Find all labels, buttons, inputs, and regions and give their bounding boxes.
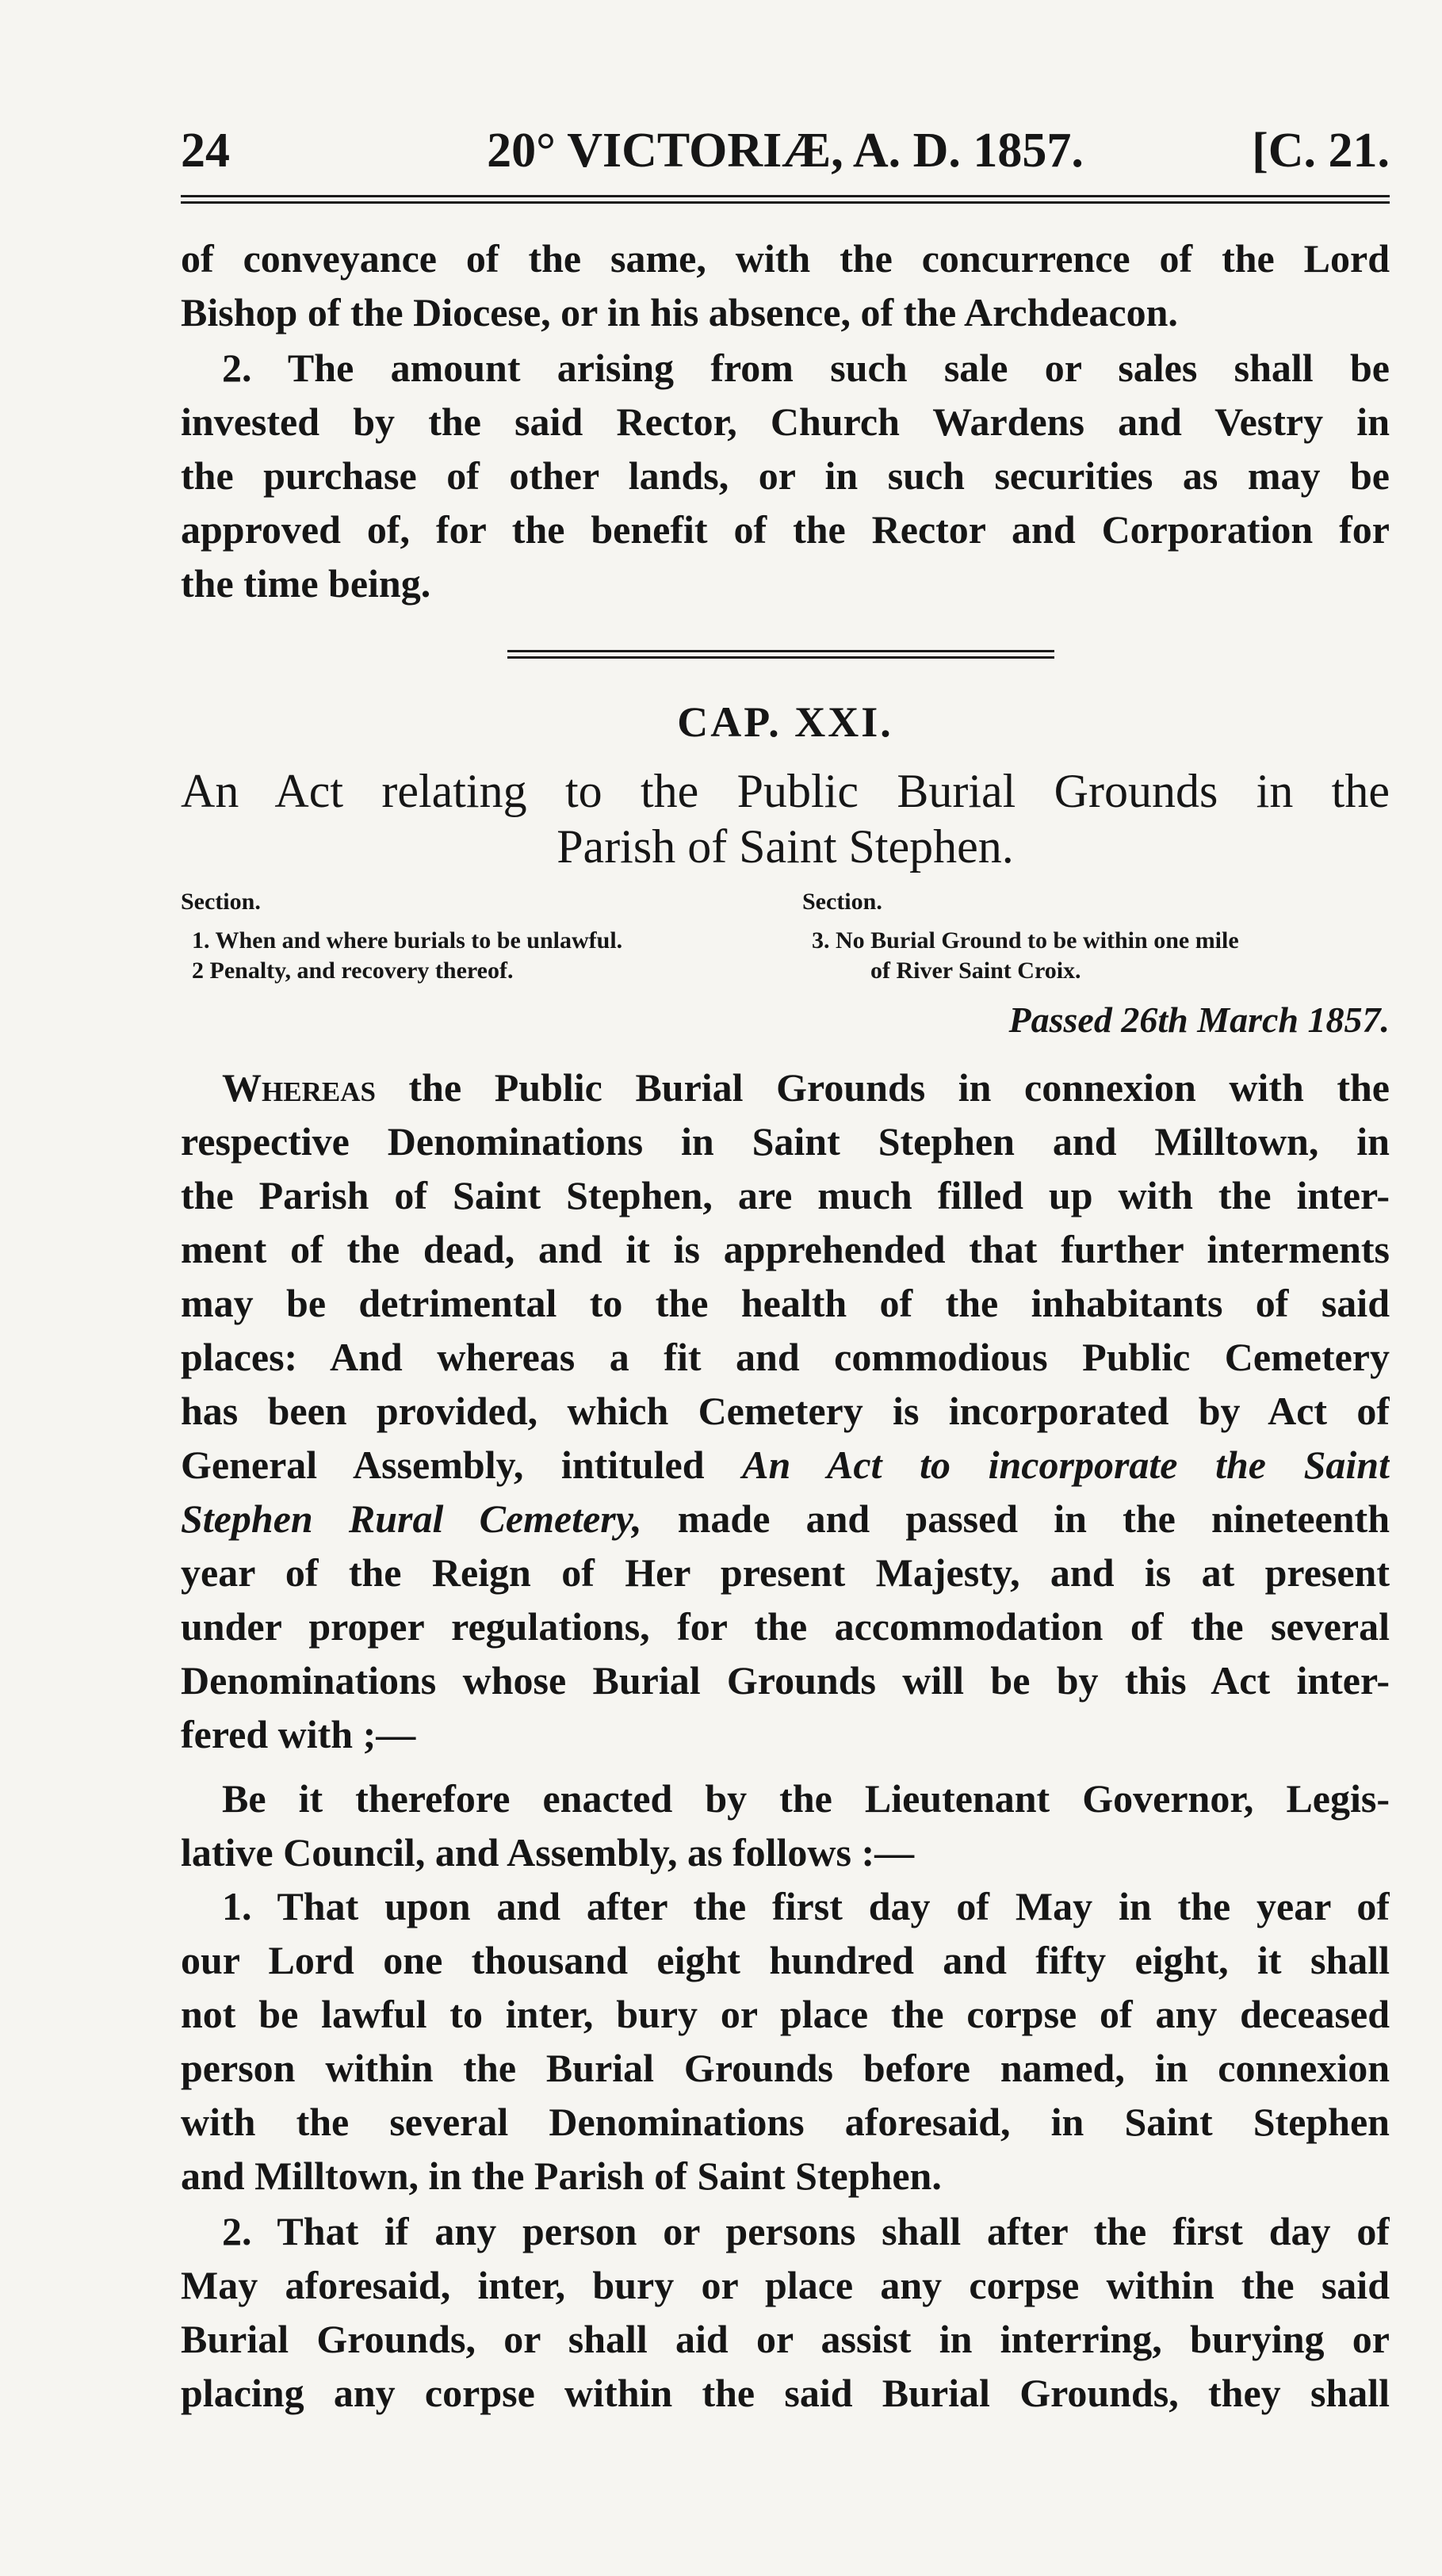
section-summary-item: 2 Penalty, and recovery thereof.	[192, 957, 514, 984]
act-title	[181, 763, 1390, 874]
text-line: person within the Burial Grounds before named, in connexion	[181, 2046, 1390, 2090]
text-line: with the several Denominations aforesaid, in Saint Stephen	[181, 2100, 1390, 2144]
text-line: ment of the dead, and it is apprehended that further interments	[181, 1227, 1390, 1271]
text-line: 2. That if any person or persons shall after the first day of	[222, 2209, 1390, 2253]
text-line: 2. The amount arising from such sale or sales shall be	[222, 346, 1390, 390]
section-label: Section.	[181, 889, 261, 915]
section-2	[181, 2204, 1390, 2420]
running-header	[181, 119, 1390, 182]
preamble-paragraph	[181, 1061, 1390, 1761]
page-number: 24	[181, 124, 230, 178]
section-summary-item: 3. No Burial Ground to be within one mile	[812, 927, 1239, 954]
running-title: 20° VICTORIÆ, A. D. 1857.	[487, 124, 1084, 178]
text-line: Bishop of the Diocese, or in his absence, of the Archdeacon.	[181, 290, 1178, 334]
act-name-italic: An Act to incorporate the Saint	[742, 1443, 1390, 1487]
text-line: 1. That upon and after the first day of May in the year of	[222, 1884, 1390, 1928]
text-line: and Milltown, in the Parish of Saint Stephen.	[181, 2154, 942, 2198]
text-line: placing any corpse within the said Burial Grounds, they shall	[181, 2371, 1390, 2415]
text-line: our Lord one thousand eight hundred and fifty eight, it shall	[181, 1938, 1390, 1982]
text-line: Burial Grounds, or shall aid or assist in interring, burying or	[181, 2317, 1390, 2361]
section-summary-item: 1. When and where burials to be unlawful.	[192, 927, 623, 954]
text-line: places: And whereas a fit and commodious Public Cemetery	[181, 1335, 1390, 1379]
text-line: Denominations whose Burial Grounds will be by this Act inter-	[181, 1658, 1390, 1703]
text-line: fered with ;—	[181, 1712, 416, 1756]
section-summary-left	[181, 886, 622, 986]
text-line: May aforesaid, inter, bury or place any corpse within the said	[181, 2263, 1390, 2307]
previous-act-section-2	[181, 341, 1390, 610]
section-1	[181, 1879, 1390, 2203]
section-label: Section.	[802, 889, 882, 915]
chapter-heading: CAP. XXI.	[677, 698, 893, 746]
act-title-line: Parish of Saint Stephen.	[557, 820, 1014, 873]
text-line: respective Denominations in Saint Stephen and Milltown, in	[181, 1119, 1390, 1164]
text-line	[181, 1438, 1390, 1492]
text-span: General Assembly, intituled	[181, 1443, 705, 1487]
text-line: approved of, for the benefit of the Rector and Corporation for	[181, 507, 1390, 552]
text-line: may be detrimental to the health of the inhabitants of said	[181, 1281, 1390, 1325]
text-line: of conveyance of the same, with the concurrence of the Lord	[181, 236, 1390, 281]
text-span: the Public Burial Grounds in connexion with the	[375, 1065, 1390, 1110]
text-line: invested by the said Rector, Church Wardens and Vestry in	[181, 399, 1390, 444]
text-line: the time being.	[181, 561, 431, 606]
text-line: the purchase of other lands, or in such securities as may be	[181, 453, 1390, 498]
text-span: made and passed in the nineteenth	[641, 1496, 1390, 1541]
text-line	[181, 1492, 1390, 1546]
chapter-separator-rule	[507, 650, 1054, 659]
text-line: lative Council, and Assembly, as follows :—	[181, 1830, 915, 1875]
text-line: the Parish of Saint Stephen, are much filled up with the inter-	[181, 1173, 1390, 1217]
text-line	[181, 1061, 1390, 1114]
text-line: has been provided, which Cemetery is incorporated by Act of	[181, 1389, 1390, 1433]
passed-date: Passed 26th March 1857.	[1008, 999, 1390, 1040]
section-summary-right	[802, 886, 1239, 986]
text-line: under proper regulations, for the accommodation of the several	[181, 1604, 1390, 1649]
act-title-line: An Act relating to the Public Burial Grounds in the	[181, 765, 1390, 817]
header-double-rule	[181, 195, 1390, 204]
text-line: Be it therefore enacted by the Lieutenant Governor, Legis-	[222, 1776, 1390, 1821]
chapter-reference: [C. 21.	[1252, 124, 1390, 178]
text-line: not be lawful to inter, bury or place the corpse of any deceased	[181, 1992, 1390, 2036]
act-name-italic: Stephen Rural Cemetery,	[181, 1496, 642, 1541]
section-summary-item: of River Saint Croix.	[870, 957, 1081, 984]
preamble-first-word: Whereas	[222, 1065, 376, 1110]
continuation-paragraph	[181, 231, 1390, 339]
enacting-clause	[181, 1771, 1390, 1879]
text-line: year of the Reign of Her present Majesty, and is at present	[181, 1550, 1390, 1595]
